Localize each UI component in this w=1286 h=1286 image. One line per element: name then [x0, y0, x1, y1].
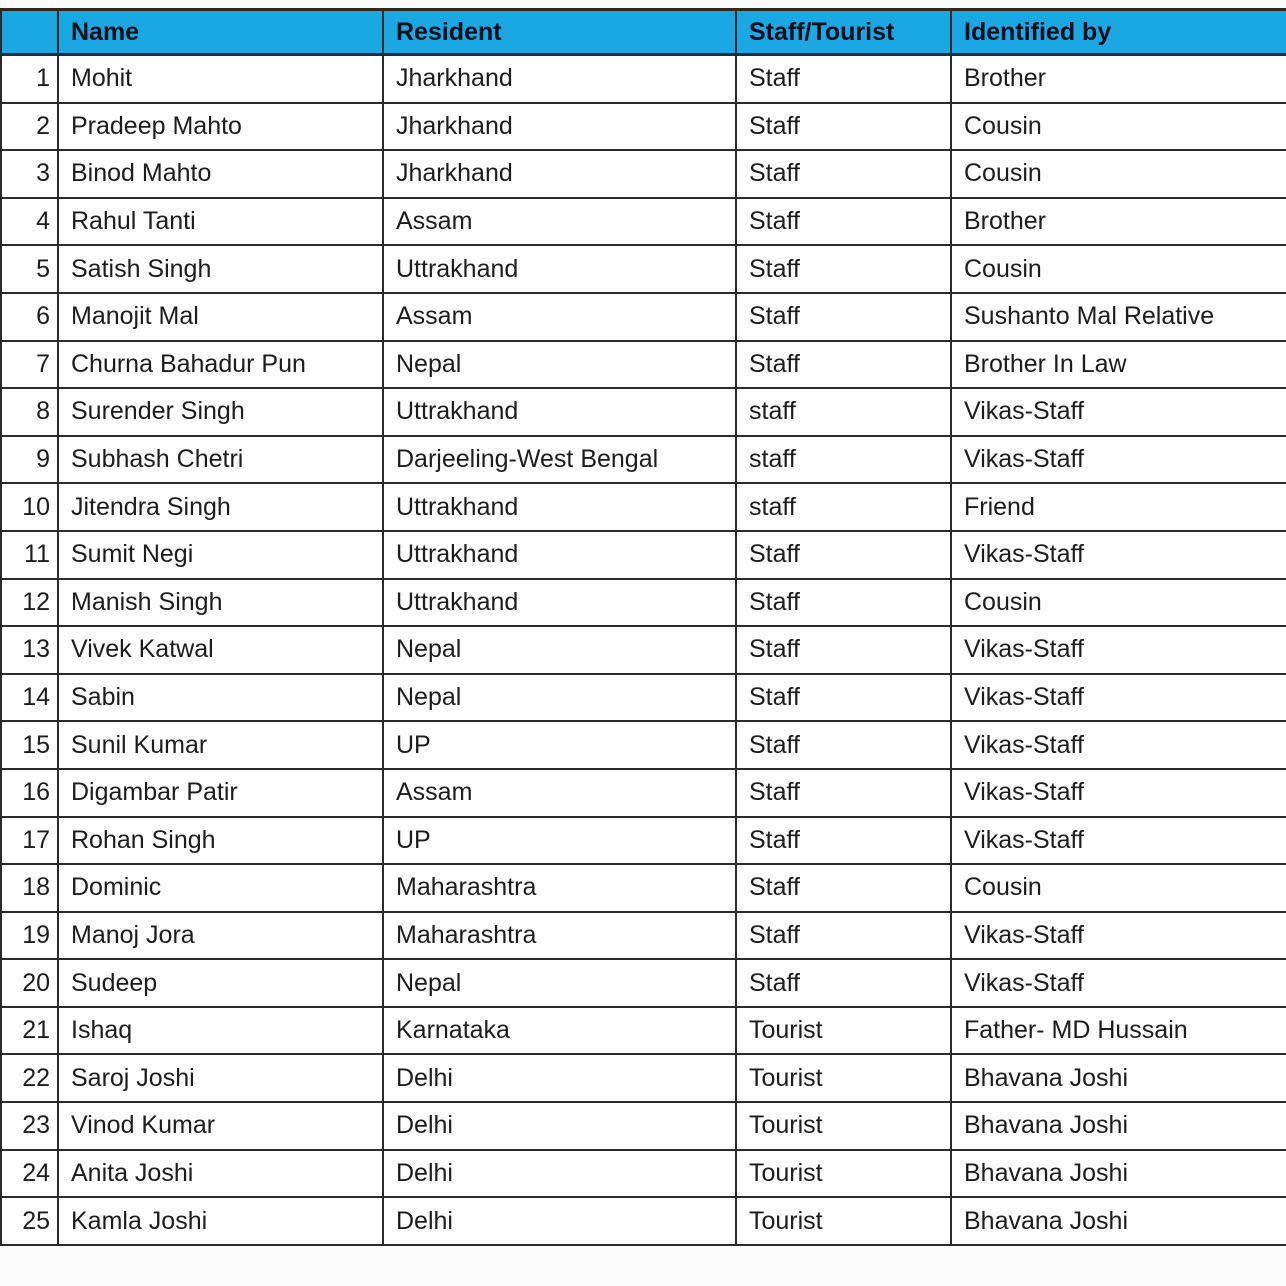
header-cell-name: Name	[58, 10, 383, 55]
cell-name: Anita Joshi	[58, 1150, 383, 1198]
cell-staff-tourist: Tourist	[736, 1007, 951, 1055]
cell-serial-number: 2	[1, 103, 58, 151]
cell-identified-by: Cousin	[951, 579, 1286, 627]
table-row	[1, 388, 1286, 436]
cell-serial-number: 4	[1, 198, 58, 246]
cell-resident: Uttrakhand	[383, 388, 736, 436]
cell-name: Saroj Joshi	[58, 1054, 383, 1102]
table-row	[1, 245, 1286, 293]
table-row	[1, 769, 1286, 817]
table-row	[1, 721, 1286, 769]
cell-name: Manish Singh	[58, 579, 383, 627]
cell-staff-tourist: Staff	[736, 959, 951, 1007]
table-body	[1, 55, 1286, 1245]
table-row	[1, 293, 1286, 341]
cell-resident: Nepal	[383, 626, 736, 674]
cell-identified-by: Bhavana Joshi	[951, 1102, 1286, 1150]
table-row	[1, 103, 1286, 151]
cell-name: Dominic	[58, 864, 383, 912]
cell-staff-tourist: Staff	[736, 912, 951, 960]
table-row	[1, 912, 1286, 960]
table-row	[1, 1102, 1286, 1150]
cell-staff-tourist: Staff	[736, 721, 951, 769]
cell-resident: Jharkhand	[383, 55, 736, 103]
table-row	[1, 626, 1286, 674]
cell-name: Rahul Tanti	[58, 198, 383, 246]
cell-name: Subhash Chetri	[58, 436, 383, 484]
cell-resident: Darjeeling-West Bengal	[383, 436, 736, 484]
cell-identified-by: Brother	[951, 198, 1286, 246]
cell-name: Jitendra Singh	[58, 483, 383, 531]
cell-identified-by: Vikas-Staff	[951, 721, 1286, 769]
cell-name: Ishaq	[58, 1007, 383, 1055]
cell-identified-by: Bhavana Joshi	[951, 1054, 1286, 1102]
cell-serial-number: 23	[1, 1102, 58, 1150]
cell-serial-number: 19	[1, 912, 58, 960]
cell-staff-tourist: Staff	[736, 817, 951, 865]
cell-serial-number: 15	[1, 721, 58, 769]
table-row	[1, 674, 1286, 722]
cell-serial-number: 10	[1, 483, 58, 531]
cell-staff-tourist: Tourist	[736, 1150, 951, 1198]
cell-staff-tourist: Staff	[736, 293, 951, 341]
cell-identified-by: Friend	[951, 483, 1286, 531]
cell-resident: Nepal	[383, 341, 736, 389]
cell-name: Kamla Joshi	[58, 1197, 383, 1245]
table-row	[1, 1054, 1286, 1102]
cell-name: Digambar Patir	[58, 769, 383, 817]
cell-resident: UP	[383, 817, 736, 865]
table-row	[1, 1007, 1286, 1055]
cell-staff-tourist: Staff	[736, 198, 951, 246]
cell-name: Vivek Katwal	[58, 626, 383, 674]
cell-resident: Assam	[383, 198, 736, 246]
cell-identified-by: Cousin	[951, 103, 1286, 151]
cell-name: Pradeep Mahto	[58, 103, 383, 151]
cell-serial-number: 3	[1, 150, 58, 198]
cell-serial-number: 5	[1, 245, 58, 293]
cell-staff-tourist: Staff	[736, 341, 951, 389]
cell-name: Sumit Negi	[58, 531, 383, 579]
cell-serial-number: 14	[1, 674, 58, 722]
cell-staff-tourist: Staff	[736, 103, 951, 151]
cell-serial-number: 20	[1, 959, 58, 1007]
cell-staff-tourist: Staff	[736, 674, 951, 722]
cell-resident: Delhi	[383, 1150, 736, 1198]
cell-resident: Uttrakhand	[383, 483, 736, 531]
cell-identified-by: Vikas-Staff	[951, 531, 1286, 579]
cell-identified-by: Brother	[951, 55, 1286, 103]
cell-serial-number: 9	[1, 436, 58, 484]
cell-identified-by: Brother In Law	[951, 341, 1286, 389]
cell-serial-number: 16	[1, 769, 58, 817]
cell-name: Churna Bahadur Pun	[58, 341, 383, 389]
header-cell-identified-by: Identified by	[951, 10, 1286, 55]
cell-name: Satish Singh	[58, 245, 383, 293]
cell-resident: Delhi	[383, 1054, 736, 1102]
cell-resident: Delhi	[383, 1102, 736, 1150]
table-row	[1, 1150, 1286, 1198]
cell-identified-by: Vikas-Staff	[951, 674, 1286, 722]
table-row	[1, 150, 1286, 198]
cell-identified-by: Bhavana Joshi	[951, 1150, 1286, 1198]
header-cell-staff-tourist: Staff/Tourist	[736, 10, 951, 55]
cell-resident: Jharkhand	[383, 150, 736, 198]
cell-resident: Nepal	[383, 959, 736, 1007]
cell-resident: Nepal	[383, 674, 736, 722]
roster-table-container	[0, 8, 1286, 1246]
cell-staff-tourist: staff	[736, 483, 951, 531]
cell-identified-by: Bhavana Joshi	[951, 1197, 1286, 1245]
cell-name: Manojit Mal	[58, 293, 383, 341]
cell-resident: Uttrakhand	[383, 579, 736, 627]
cell-name: Rohan Singh	[58, 817, 383, 865]
cell-resident: Jharkhand	[383, 103, 736, 151]
cell-name: Surender Singh	[58, 388, 383, 436]
cell-identified-by: Vikas-Staff	[951, 436, 1286, 484]
table-header	[1, 10, 1286, 55]
cell-serial-number: 12	[1, 579, 58, 627]
cell-name: Sunil Kumar	[58, 721, 383, 769]
cell-identified-by: Vikas-Staff	[951, 388, 1286, 436]
cell-resident: UP	[383, 721, 736, 769]
cell-name: Mohit	[58, 55, 383, 103]
cell-staff-tourist: staff	[736, 436, 951, 484]
cell-staff-tourist: Staff	[736, 150, 951, 198]
cell-serial-number: 13	[1, 626, 58, 674]
cell-name: Sudeep	[58, 959, 383, 1007]
cell-serial-number: 21	[1, 1007, 58, 1055]
cell-resident: Karnataka	[383, 1007, 736, 1055]
table-row	[1, 436, 1286, 484]
table-row	[1, 55, 1286, 103]
cell-identified-by: Cousin	[951, 150, 1286, 198]
cell-name: Sabin	[58, 674, 383, 722]
table-row	[1, 817, 1286, 865]
cell-serial-number: 25	[1, 1197, 58, 1245]
cell-staff-tourist: Staff	[736, 245, 951, 293]
cell-identified-by: Cousin	[951, 245, 1286, 293]
table-row	[1, 864, 1286, 912]
cell-serial-number: 24	[1, 1150, 58, 1198]
cell-resident: Maharashtra	[383, 912, 736, 960]
table-row	[1, 198, 1286, 246]
cell-staff-tourist: Tourist	[736, 1054, 951, 1102]
cell-serial-number: 11	[1, 531, 58, 579]
table-row	[1, 1197, 1286, 1245]
cell-staff-tourist: Staff	[736, 864, 951, 912]
cell-identified-by: Cousin	[951, 864, 1286, 912]
cell-serial-number: 1	[1, 55, 58, 103]
cell-staff-tourist: Staff	[736, 531, 951, 579]
cell-serial-number: 18	[1, 864, 58, 912]
cell-staff-tourist: staff	[736, 388, 951, 436]
cell-staff-tourist: Staff	[736, 579, 951, 627]
table-row	[1, 531, 1286, 579]
cell-identified-by: Vikas-Staff	[951, 769, 1286, 817]
header-cell-resident: Resident	[383, 10, 736, 55]
cell-staff-tourist: Tourist	[736, 1197, 951, 1245]
cell-staff-tourist: Staff	[736, 55, 951, 103]
cell-serial-number: 8	[1, 388, 58, 436]
roster-table	[0, 8, 1286, 1246]
cell-serial-number: 22	[1, 1054, 58, 1102]
table-row	[1, 579, 1286, 627]
cell-resident: Uttrakhand	[383, 245, 736, 293]
cell-staff-tourist: Staff	[736, 769, 951, 817]
header-row	[1, 10, 1286, 55]
cell-identified-by: Vikas-Staff	[951, 817, 1286, 865]
table-row	[1, 483, 1286, 531]
cell-resident: Uttrakhand	[383, 531, 736, 579]
cell-identified-by: Vikas-Staff	[951, 626, 1286, 674]
table-row	[1, 959, 1286, 1007]
cell-identified-by: Vikas-Staff	[951, 959, 1286, 1007]
cell-resident: Assam	[383, 769, 736, 817]
cell-identified-by: Sushanto Mal Relative	[951, 293, 1286, 341]
cell-identified-by: Father- MD Hussain	[951, 1007, 1286, 1055]
cell-serial-number: 17	[1, 817, 58, 865]
cell-name: Manoj Jora	[58, 912, 383, 960]
cell-serial-number: 6	[1, 293, 58, 341]
cell-name: Vinod Kumar	[58, 1102, 383, 1150]
cell-staff-tourist: Tourist	[736, 1102, 951, 1150]
cell-name: Binod Mahto	[58, 150, 383, 198]
cell-resident: Maharashtra	[383, 864, 736, 912]
header-cell-number	[1, 10, 58, 55]
cell-staff-tourist: Staff	[736, 626, 951, 674]
cell-resident: Assam	[383, 293, 736, 341]
cell-identified-by: Vikas-Staff	[951, 912, 1286, 960]
cell-resident: Delhi	[383, 1197, 736, 1245]
table-row	[1, 341, 1286, 389]
cell-serial-number: 7	[1, 341, 58, 389]
